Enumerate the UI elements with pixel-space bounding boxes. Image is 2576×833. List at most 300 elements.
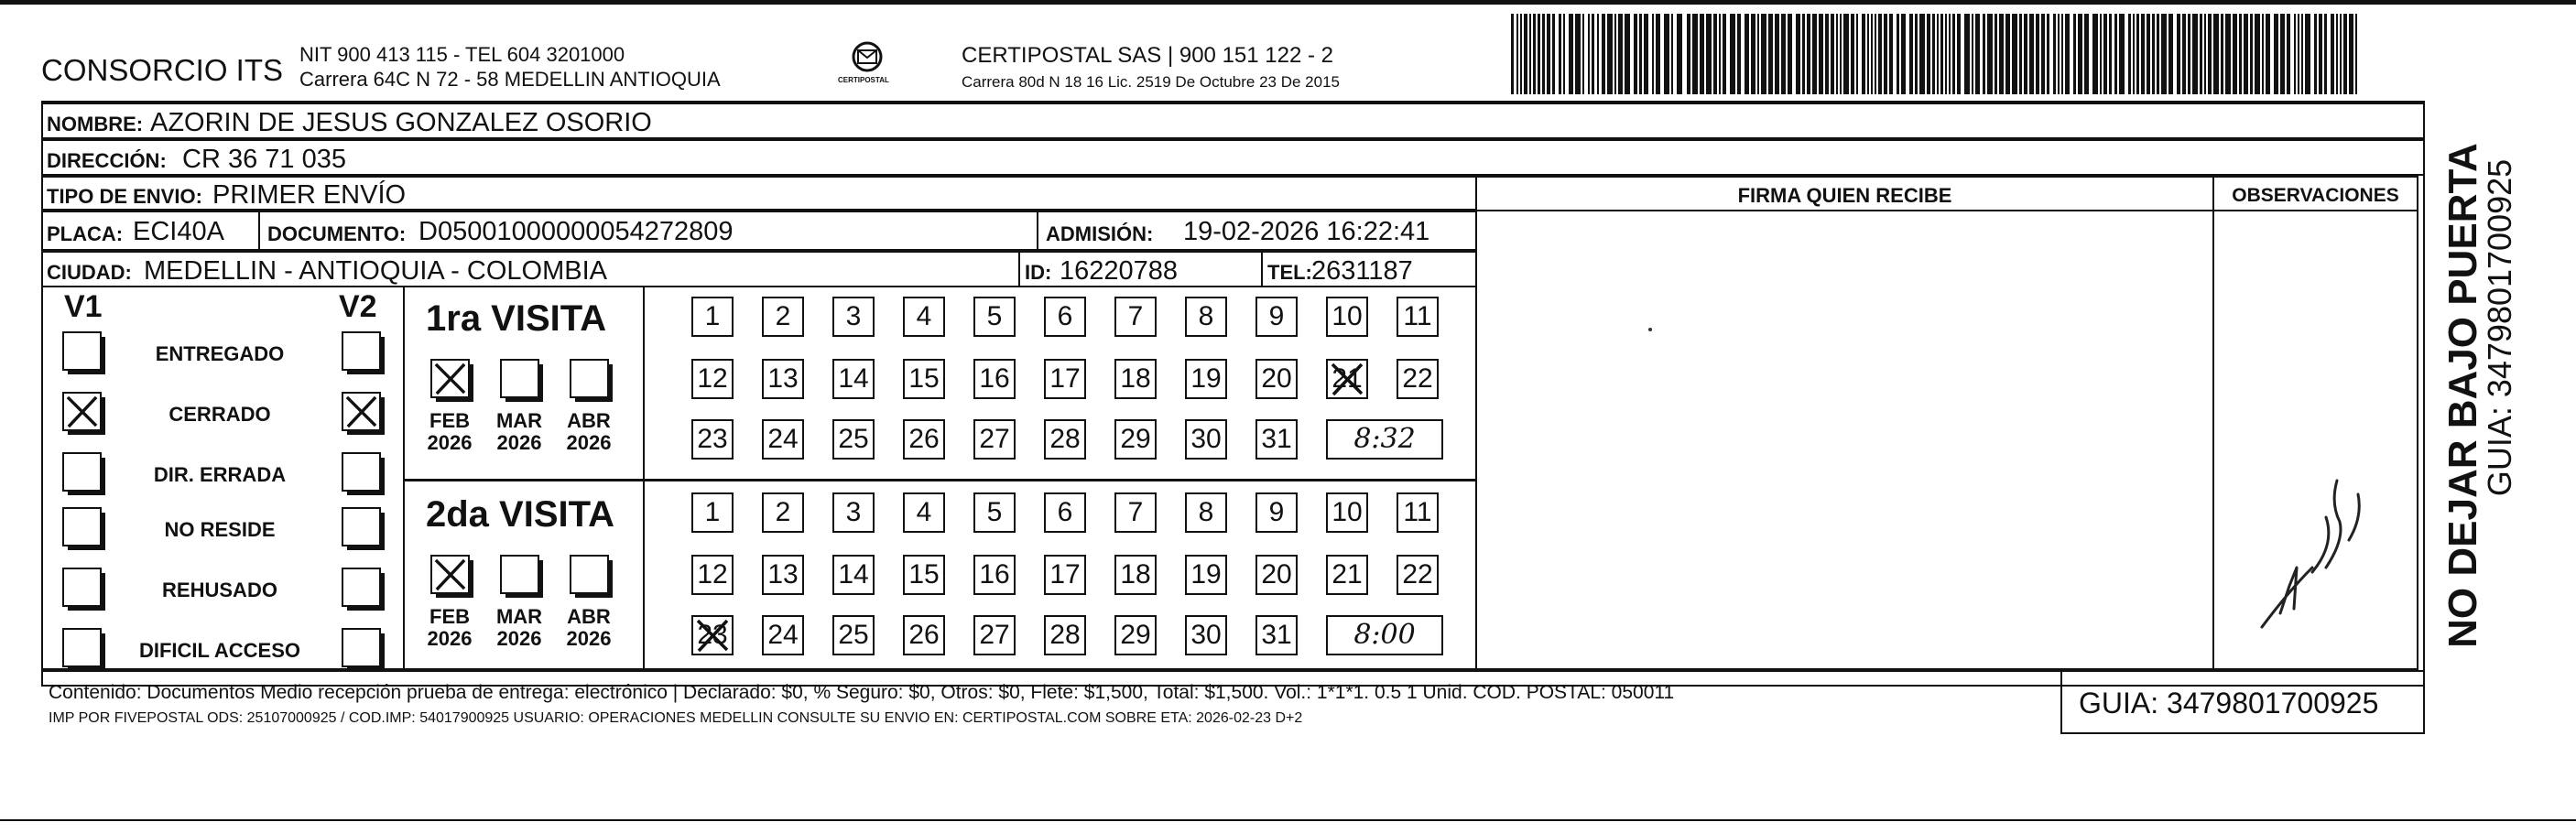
barcode-bar (2204, 14, 2206, 94)
barcode-bar (1542, 14, 1545, 94)
admision-value: 19-02-2026 16:22:41 (1183, 217, 1430, 246)
month-divider (643, 286, 645, 670)
barcode-bar (2188, 14, 2190, 94)
day-box[interactable]: 6 (1044, 297, 1086, 337)
tel-label: TEL: (1267, 261, 1312, 284)
barcode-bar (1757, 14, 1759, 94)
barcode-bar (1889, 14, 1893, 94)
month-label (487, 606, 551, 650)
month-label (418, 410, 482, 454)
tipo-value: PRIMER ENVÍO (212, 180, 407, 210)
documento-value: D05001000000054272809 (418, 217, 734, 246)
day-box[interactable]: 20 (1255, 359, 1298, 399)
v1-checkbox[interactable] (62, 507, 102, 546)
logo-caption: CERTIPOSTAL (838, 76, 889, 84)
month-year: 2026 (566, 431, 612, 455)
footer-imp: IMP POR FIVEPOSTAL ODS: 25107000925 / COD.IMP: 54017900925 USUARIO: OPERACIONES MEDELLIN CONSULTE SU ENVIO EN: CERTIPOSTAL.COM SOBRE ETA: 2026-02-23 D+2 (49, 710, 1303, 726)
barcode-bar (1964, 14, 1970, 94)
firma-column (1475, 176, 2214, 670)
barcode-bar (1602, 14, 1605, 94)
v1-checkbox[interactable] (62, 331, 102, 371)
day-box[interactable]: 17 (1044, 555, 1086, 595)
day-box[interactable]: 11 (1397, 297, 1439, 337)
barcode-bar (2177, 14, 2180, 94)
barcode-bar (2114, 14, 2117, 94)
v1-header: V1 (64, 289, 103, 324)
v2-checkbox[interactable] (342, 331, 381, 371)
day-box[interactable]: 29 (1114, 615, 1157, 655)
day-box[interactable]: 25 (832, 419, 875, 460)
day-box[interactable]: 4 (903, 297, 945, 337)
day-box[interactable]: 14 (832, 359, 875, 399)
divider-id (1261, 253, 1263, 287)
barcode-bar (1940, 14, 1943, 94)
barcode-bar (1831, 14, 1834, 94)
barcode-bar (2061, 14, 2063, 94)
day-box[interactable]: 16 (973, 359, 1016, 399)
barcode-bar (1588, 14, 1590, 94)
barcode-bar (2221, 14, 2223, 94)
month-year: 2026 (427, 627, 473, 651)
status-label: NO RESIDE (164, 518, 276, 541)
day-box[interactable]: 24 (762, 615, 804, 655)
barcode-bar (2200, 14, 2202, 94)
company-name: CONSORCIO ITS (41, 53, 284, 87)
footer-guia: GUIA: 3479801700925 (2079, 687, 2379, 719)
placa-value: ECI40A (133, 217, 224, 246)
divider-ciudad (1018, 253, 1020, 287)
barcode-bar (1552, 14, 1555, 94)
barcode-bar (1745, 14, 1749, 94)
month-checkbox[interactable] (500, 555, 539, 594)
day-box[interactable]: 29 (1114, 419, 1157, 460)
day-box[interactable]: 15 (903, 359, 945, 399)
v1-checkbox[interactable] (62, 392, 102, 431)
day-box[interactable]: 28 (1044, 419, 1086, 460)
day-box[interactable]: 10 (1326, 297, 1368, 337)
day-box[interactable]: 1 (691, 297, 734, 337)
day-box[interactable]: 2 (762, 297, 804, 337)
barcode-bar (2280, 14, 2285, 94)
barcode-bar (1875, 14, 1876, 94)
company-nit: NIT 900 413 115 - TEL 604 3201000 (299, 43, 625, 66)
status-label: CERRADO (168, 403, 271, 426)
barcode-bar (1644, 14, 1648, 94)
barcode-bar (1909, 14, 1913, 94)
v2-checkbox[interactable] (342, 568, 381, 607)
row-direccion (41, 139, 2425, 176)
barcode-bar (1945, 14, 1947, 94)
barcode-bar (2314, 14, 2317, 94)
courier-address: Carrera 80d N 18 16 Lic. 2519 De Octubre 23 De 2015 (962, 73, 1340, 91)
day-box[interactable]: 26 (903, 419, 945, 460)
barcode-bar (1730, 14, 1735, 94)
barcode-bar (1614, 14, 1616, 94)
barcode-bar (1533, 14, 1536, 94)
barcode-bar (1957, 14, 1961, 94)
barcode-bar (1559, 14, 1561, 94)
barcode-bar (1575, 14, 1581, 94)
day-box[interactable]: 22 (1397, 359, 1439, 399)
dot-mark (1648, 328, 1652, 331)
barcode-bar (1927, 14, 1930, 94)
id-label: ID: (1025, 261, 1052, 284)
day-box[interactable]: 18 (1114, 359, 1157, 399)
month-name: MAR (495, 605, 543, 628)
placa-label: PLACA: (47, 222, 124, 245)
barcode-bar (2100, 14, 2102, 94)
v2-checkbox[interactable] (342, 452, 381, 492)
barcode-bar (1520, 14, 1522, 94)
barcode-bar (2336, 14, 2338, 94)
barcode-bar (2225, 14, 2231, 94)
barcode-bar (1524, 14, 1527, 94)
barcode-bar (1871, 14, 1873, 94)
barcode-bar (1812, 14, 1817, 94)
month-year: 2026 (496, 627, 542, 651)
barcode-bar (2331, 14, 2334, 94)
check-x-icon (343, 394, 379, 429)
barcode-bar (2168, 14, 2173, 94)
day-box[interactable]: 30 (1185, 419, 1227, 460)
tel-value: 2631187 (1311, 256, 1413, 286)
day-box[interactable]: 1 (691, 492, 734, 533)
bottom-edge (0, 819, 2576, 821)
barcode-bar (1788, 14, 1792, 94)
day-box[interactable]: 12 (691, 359, 734, 399)
v2-checkbox[interactable] (342, 628, 381, 667)
barcode-bar (1901, 14, 1906, 94)
check-x-icon (1328, 361, 1366, 397)
barcode-bar (1937, 14, 1939, 94)
barcode-bar (2213, 14, 2219, 94)
direccion-value: CR 36 71 035 (182, 145, 346, 174)
barcode-bar (1634, 14, 1637, 94)
documento-label: DOCUMENTO: (267, 222, 407, 245)
visit-split (403, 479, 1477, 481)
barcode-bar (2103, 14, 2107, 94)
barcode-bar (1652, 14, 1654, 94)
day-box[interactable]: 16 (973, 555, 1016, 595)
barcode-bar (1511, 14, 1514, 94)
barcode-bar (2324, 14, 2327, 94)
barcode-bar (2092, 14, 2098, 94)
barcode-bar (2233, 14, 2237, 94)
barcode-bar (2208, 14, 2212, 94)
day-box[interactable]: 9 (1255, 492, 1298, 533)
day-box[interactable]: 11 (1397, 492, 1439, 533)
barcode-bar (2244, 14, 2248, 94)
day-box[interactable]: 21 (1326, 555, 1368, 595)
barcode-bar (1607, 14, 1613, 94)
day-box[interactable]: 19 (1185, 555, 1227, 595)
month-label (557, 410, 621, 454)
barcode-bar (2041, 14, 2045, 94)
barcode-bar (1656, 14, 1660, 94)
day-box[interactable]: 21 (1326, 359, 1368, 399)
courier-name: CERTIPOSTAL SAS | 900 151 122 - 2 (962, 43, 1333, 68)
barcode-bar (1897, 14, 1899, 94)
check-x-icon (64, 394, 100, 429)
ciudad-label: CIUDAD: (47, 261, 132, 284)
barcode-bar (2274, 14, 2278, 94)
day-box[interactable]: 30 (1185, 615, 1227, 655)
barcode-bar (1700, 14, 1704, 94)
day-box[interactable]: 12 (691, 555, 734, 595)
v2-checkbox[interactable] (342, 392, 381, 431)
row-tipo (41, 176, 1477, 211)
barcode-bar (1761, 14, 1766, 94)
v1-checkbox[interactable] (62, 568, 102, 607)
barcode-bar (2298, 14, 2299, 94)
barcode-bar (2355, 14, 2357, 94)
day-box[interactable]: 10 (1326, 492, 1368, 533)
certipostal-logo (840, 38, 895, 93)
barcode-bar (2266, 14, 2270, 94)
observaciones-header: OBSERVACIONES (2232, 185, 2399, 206)
barcode-bar (1994, 14, 1997, 94)
barcode-bar (2305, 14, 2310, 94)
divider-placa (258, 212, 260, 251)
barcode-bar (1932, 14, 1935, 94)
barcode-bar (1884, 14, 1887, 94)
day-box[interactable]: 15 (903, 555, 945, 595)
row-ciudad (41, 251, 1477, 287)
barcode-bar (2078, 14, 2082, 94)
month-year: 2026 (496, 431, 542, 455)
firma-header-underline (1475, 210, 2214, 211)
day-box[interactable]: 6 (1044, 492, 1086, 533)
barcode-bar (2255, 14, 2260, 94)
v1-checkbox[interactable] (62, 628, 102, 667)
company-address: Carrera 64C N 72 - 58 MEDELLIN ANTIOQUIA (299, 68, 721, 91)
row-nombre (41, 103, 2425, 139)
day-box[interactable]: 13 (762, 555, 804, 595)
v1-checkbox[interactable] (62, 452, 102, 492)
barcode-bar (1692, 14, 1698, 94)
month-checkbox[interactable] (570, 555, 609, 594)
barcode-bar (1687, 14, 1690, 94)
barcode-bar (1713, 14, 1717, 94)
side-panel (2427, 110, 2537, 677)
barcode-bar (2073, 14, 2076, 94)
direccion-label: DIRECCIÓN: (47, 149, 167, 172)
day-box[interactable]: 23 (691, 615, 734, 655)
barcode-bar (2036, 14, 2039, 94)
barcode-bar (1825, 14, 1829, 94)
day-box[interactable]: 24 (762, 419, 804, 460)
barcode-bar (1569, 14, 1573, 94)
handwritten-signature (2225, 430, 2390, 650)
day-box[interactable]: 22 (1397, 555, 1439, 595)
barcode-bar (1802, 14, 1805, 94)
day-box[interactable]: 18 (1114, 555, 1157, 595)
time-box: 8:00 (1326, 615, 1443, 655)
check-x-icon (693, 617, 732, 654)
barcode-bar (1597, 14, 1599, 94)
barcode-bar (1856, 14, 1858, 94)
barcode-bar (1949, 14, 1951, 94)
month-name: ABR (567, 605, 611, 628)
nombre-value: AZORIN DE JESUS GONZALEZ OSORIO (150, 108, 652, 137)
day-box[interactable]: 8 (1185, 297, 1227, 337)
status-label: DIR. ERRADA (153, 463, 287, 486)
month-label (418, 606, 482, 650)
barcode-bar (2065, 14, 2070, 94)
day-box[interactable]: 14 (832, 555, 875, 595)
barcode-bar (2029, 14, 2034, 94)
barcode-image (1511, 14, 2363, 94)
visit-title: 1ra VISITA (426, 298, 607, 339)
day-box[interactable]: 9 (1255, 297, 1298, 337)
day-box[interactable]: 5 (973, 492, 1016, 533)
day-box[interactable]: 20 (1255, 555, 1298, 595)
barcode-bar (1529, 14, 1531, 94)
tipo-label: TIPO DE ENVIO: (47, 185, 202, 208)
month-checkbox[interactable] (500, 359, 539, 398)
barcode-bar (2239, 14, 2242, 94)
status-divider (403, 286, 405, 670)
footer-contenido: Contenido: Documentos Medio recepción prueba de entrega: electrónico | Declarado: $0, % Seguro: $0, Otros: $0, Flete: $1,500, Total: $1,500. Vol.: 1*1*1. 0.5 1 Unid. COD. POSTAL: 050011 (49, 682, 1675, 703)
barcode-bar (2024, 14, 2027, 94)
barcode-bar (1862, 14, 1865, 94)
v2-header: V2 (339, 289, 377, 324)
day-box[interactable]: 31 (1255, 615, 1298, 655)
barcode-bar (1706, 14, 1712, 94)
day-box[interactable]: 27 (973, 419, 1016, 460)
barcode-bar (2152, 14, 2155, 94)
side-guia: GUIA: 3479801700925 (2481, 158, 2518, 497)
barcode-bar (2012, 14, 2017, 94)
barcode-bar (1664, 14, 1669, 94)
month-checkbox[interactable] (430, 359, 470, 398)
month-name: FEB (429, 605, 470, 628)
ciudad-value: MEDELLIN - ANTIOQUIA - COLOMBIA (144, 256, 607, 286)
day-box[interactable]: 27 (973, 615, 1016, 655)
check-x-icon (432, 361, 468, 396)
day-box[interactable]: 5 (973, 297, 1016, 337)
barcode-bar (2133, 14, 2135, 94)
day-box[interactable]: 2 (762, 492, 804, 533)
barcode-bar (2287, 14, 2290, 94)
barcode-bar (2119, 14, 2125, 94)
status-label: REHUSADO (162, 579, 277, 601)
barcode-bar (1671, 14, 1673, 94)
admision-label: ADMISIÓN: (1046, 222, 1154, 245)
barcode-bar (1618, 14, 1623, 94)
barcode-bar (1867, 14, 1869, 94)
barcode-bar (2147, 14, 2150, 94)
divider-documento (1037, 212, 1038, 251)
day-box[interactable]: 8 (1185, 492, 1227, 533)
barcode-bar (1972, 14, 1973, 94)
status-label: DIFICIL ACCESO (138, 639, 300, 662)
barcode-bar (2053, 14, 2056, 94)
barcode-bar (2192, 14, 2198, 94)
day-box[interactable]: 7 (1114, 297, 1157, 337)
day-box[interactable]: 25 (832, 615, 875, 655)
month-name: FEB (429, 409, 470, 432)
top-edge (0, 0, 2576, 5)
barcode-bar (1915, 14, 1918, 94)
visit-title: 2da VISITA (426, 494, 614, 535)
barcode-bar (2058, 14, 2060, 94)
barcode-bar (2136, 14, 2139, 94)
barcode-bar (2019, 14, 2022, 94)
barcode-bar (1516, 14, 1518, 94)
barcode-bar (1592, 14, 1594, 94)
barcode-bar (1723, 14, 1726, 94)
row-placa (41, 211, 1477, 251)
day-box[interactable]: 3 (832, 492, 875, 533)
barcode-bar (2343, 14, 2347, 94)
firma-header: FIRMA QUIEN RECIBE (1737, 184, 1952, 207)
month-year: 2026 (566, 627, 612, 651)
month-label (557, 606, 621, 650)
barcode-bar (2250, 14, 2253, 94)
barcode-bar (1851, 14, 1854, 94)
status-label: ENTREGADO (155, 342, 285, 365)
barcode-bar (1840, 14, 1842, 94)
barcode-bar (1919, 14, 1925, 94)
id-value: 16220788 (1060, 256, 1179, 286)
barcode-bar (1807, 14, 1810, 94)
v2-checkbox[interactable] (342, 507, 381, 546)
barcode-bar (1737, 14, 1741, 94)
day-box[interactable]: 3 (832, 297, 875, 337)
day-box[interactable]: 31 (1255, 419, 1298, 460)
barcode-bar (1768, 14, 1773, 94)
barcode-bar (1751, 14, 1755, 94)
day-box[interactable]: 17 (1044, 359, 1086, 399)
barcode-bar (2128, 14, 2131, 94)
barcode-bar (2161, 14, 2167, 94)
barcode-bar (2141, 14, 2145, 94)
barcode-bar (2340, 14, 2342, 94)
barcode-bar (1538, 14, 1540, 94)
barcode-bar (1987, 14, 1993, 94)
day-box[interactable]: 19 (1185, 359, 1227, 399)
day-box[interactable]: 4 (903, 492, 945, 533)
barcode-bar (1677, 14, 1682, 94)
barcode-bar (2157, 14, 2159, 94)
day-box[interactable]: 13 (762, 359, 804, 399)
day-box[interactable]: 23 (691, 419, 734, 460)
time-box: 8:32 (1326, 419, 1443, 460)
barcode-bar (1781, 14, 1786, 94)
barcode-bar (1843, 14, 1849, 94)
barcode-bar (1563, 14, 1565, 94)
barcode-bar (2301, 14, 2303, 94)
day-box[interactable]: 26 (903, 615, 945, 655)
side-warning: NO DEJAR BAJO PUERTA (2440, 143, 2485, 648)
envelope-logo-icon (840, 38, 895, 93)
month-name: MAR (495, 409, 543, 432)
barcode-bar (1983, 14, 1985, 94)
barcode-bar (1775, 14, 1779, 94)
barcode-bar (2349, 14, 2353, 94)
day-box[interactable]: 28 (1044, 615, 1086, 655)
day-box[interactable]: 7 (1114, 492, 1157, 533)
barcode-bar (1819, 14, 1823, 94)
barcode-bar (2182, 14, 2186, 94)
barcode-bar (2084, 14, 2089, 94)
month-checkbox[interactable] (570, 359, 609, 398)
month-checkbox[interactable] (430, 555, 470, 594)
barcode-bar (1547, 14, 1550, 94)
barcode-bar (1836, 14, 1838, 94)
barcode-bar (1878, 14, 1882, 94)
